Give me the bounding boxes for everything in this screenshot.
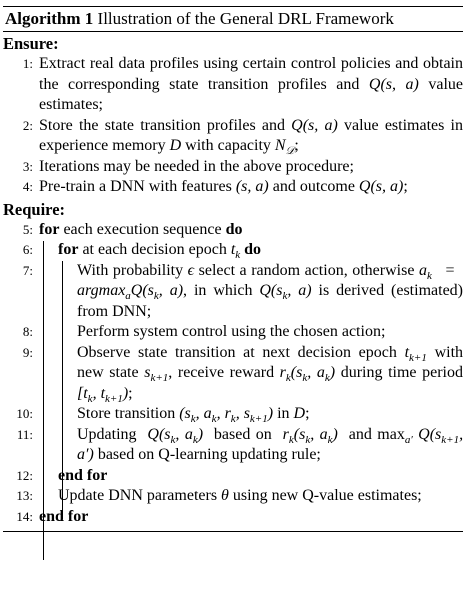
step-text: Iterations may be needed in the above procedure; <box>39 157 354 175</box>
reward-expr: $r_k(s_k$, $a_k$) <box>282 425 338 446</box>
step-2 <box>3 116 463 157</box>
outcome-expr: Q(s, a) <box>358 178 404 195</box>
line-number: 6: <box>22 242 33 257</box>
require-label: Require: <box>3 199 66 219</box>
epoch-var: $t_k$ <box>230 241 241 262</box>
capacity-n: N <box>274 137 286 154</box>
caption-rule <box>3 31 463 32</box>
algorithm-block <box>3 6 463 532</box>
action-var: $a_k$ <box>418 261 432 282</box>
step-12: 12: end for <box>3 466 463 487</box>
reward-expr: $r_k(s_k$, $a_k$) <box>279 364 336 385</box>
transition-tuple: ($s_k$, $a_k$, $r_k$, $s_{k+1}$) <box>179 405 274 426</box>
line-number: 3: <box>22 158 33 174</box>
line-number: 4: <box>22 179 33 194</box>
line-number: 12: <box>16 467 33 483</box>
capacity-symbol <box>274 137 295 158</box>
memory-symbol: D <box>169 137 182 154</box>
interval-expr: [$t_k$, $t_{k+1}$) <box>77 384 129 405</box>
q-expr: $Q(s_k$, a) <box>259 282 312 303</box>
algorithm-caption <box>3 7 463 31</box>
step-9: 9: Observe state transition at next decision epoch $t_{k+1}$ with new state $s_{k+1}$, receive reward $r_k(s_k$, $a_k$) during time period [$t_k$, $t_{k+1}$); <box>3 343 463 405</box>
step-5: 5: for each execution sequence do <box>3 220 463 241</box>
line-number: 11: <box>16 426 33 442</box>
ensure-label: Ensure: <box>3 34 59 53</box>
line-number: 5: <box>22 221 33 237</box>
q-update-expr: $Q(s_k$, $a_k$) <box>147 425 204 446</box>
argmax-expr: $argmax_aQ(s_k$, a) <box>77 282 184 303</box>
step-6: 6: for at each decision epoch $t_k$ do <box>3 240 463 261</box>
memory-symbol: D <box>293 405 306 422</box>
step-text: Store the state transition profiles and Q(s, a) value estimates in experience memory D with capacity $N_𝒟$; <box>39 116 463 158</box>
capacity-sub: 𝒟 <box>285 145 295 158</box>
line-number: 2: <box>22 117 33 133</box>
epsilon-symbol: ϵ <box>187 261 195 279</box>
step-text: Extract real data profiles using certain control policies and obtain the corresponding state transition profiles and Q(s, a) value estimates; <box>39 55 464 113</box>
q-value-expr: Q(s, a) <box>291 116 338 134</box>
step-14: 14: end for <box>3 507 463 528</box>
feature-expr: (s, a) <box>235 178 269 195</box>
q-value-expr: Q(s, a) <box>368 75 419 93</box>
new-state-var: $s_{k+1}$ <box>144 364 169 385</box>
theta-symbol: θ <box>221 487 229 504</box>
line-number: 8: <box>22 324 33 339</box>
require-body <box>3 220 463 528</box>
line-number: 9: <box>22 344 33 360</box>
step-11: 11: Updating $Q(s_k$, $a_k$) based on $r_k(s_k$, $a_k$) and $\max_{a'} Q(s_{k+1}$, a′) based on Q-learning updating rule; <box>3 425 463 466</box>
step-3 <box>3 157 463 178</box>
step-13: 13: Update DNN parameters θ using new Q-value estimates; <box>3 486 463 507</box>
line-number: 1: <box>22 56 33 71</box>
line-number: 10: <box>16 406 33 421</box>
step-7: 7: With probability ϵ select a random action, otherwise $a_k$ = $argmax_aQ(s_k$, a), in which $Q(s_k$, a) is derived (estimated) from DNN; <box>3 261 463 323</box>
step-10: 10: Store transition ($s_k$, $a_k$, $r_k$, $s_{k+1}$) in D; <box>3 404 463 425</box>
algorithm-title: Illustration of the General DRL Framework <box>97 9 394 28</box>
algorithm-label: Algorithm 1 <box>5 9 94 28</box>
max-expr: $\max_{a'} Q(s_{k+1}$, a′) <box>77 425 464 463</box>
next-epoch-var: $t_{k+1}$ <box>404 343 427 364</box>
line-number: 13: <box>16 488 33 503</box>
line-number: 7: <box>22 262 33 278</box>
step-4 <box>3 177 463 198</box>
bottom-rule <box>3 531 463 532</box>
step-text: Pre-train a DNN with features (s, a) and outcome Q(s, a); <box>39 178 408 195</box>
step-8: 8: Perform system control using the chosen action; <box>3 322 463 343</box>
line-number: 14: <box>16 508 33 524</box>
step-1 <box>3 54 463 116</box>
